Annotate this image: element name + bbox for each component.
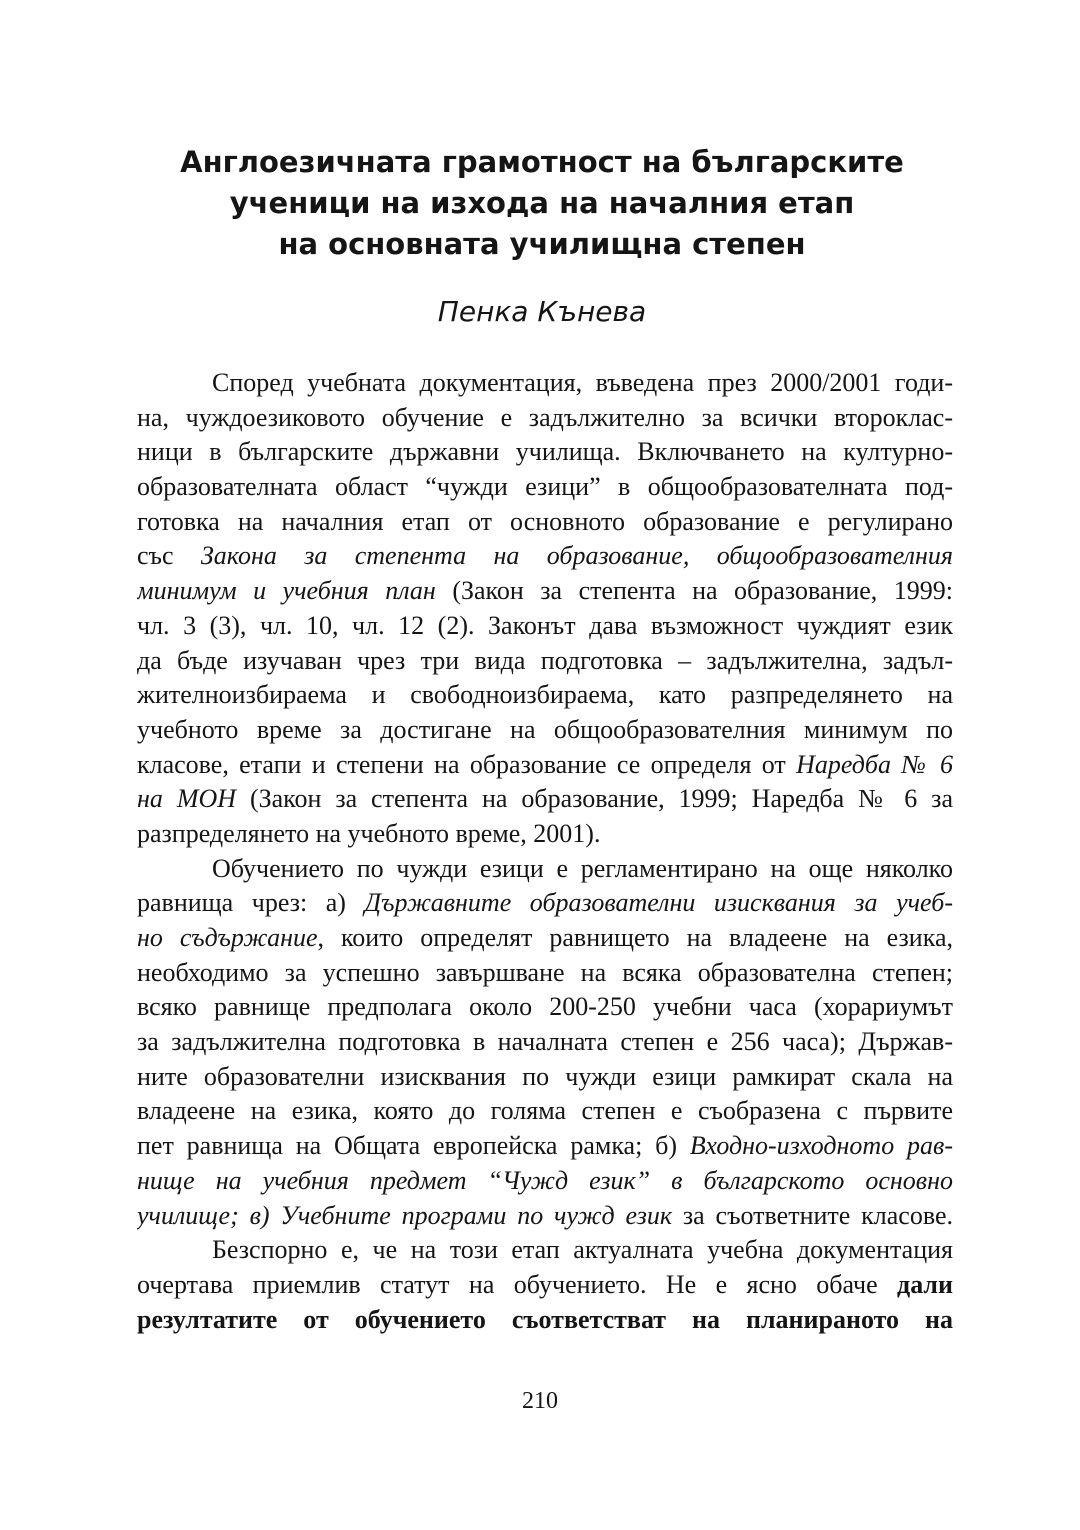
text-line: готовка на началния етап от основното образование е регулирано [137, 506, 953, 536]
text-run: за съответните класове. [672, 1200, 953, 1230]
text-line: разпределянето на учебното време, 2001). [137, 818, 601, 848]
text-line [137, 574, 953, 609]
italic-law-title: минимум и учебния план [137, 576, 436, 606]
bold-emphasis: дали [897, 1269, 953, 1299]
page-number: 210 [522, 1388, 558, 1414]
text-line: Безспорно е, че на този етап актуалната учебна документация [212, 1235, 953, 1265]
text-line: чл. 3 (3), чл. 10, чл. 12 (2). Законът дава възможност чуждият език [137, 610, 953, 640]
text-line: резултатите от обучението съответстват на планираното на [137, 1304, 953, 1334]
title-line-1: Англоезичната грамотност на българските [180, 145, 904, 179]
title-line-3: на основната училищна степен [278, 227, 806, 261]
text-run: очертава приемлив статут на обучението. Не е ясно обаче [137, 1269, 898, 1299]
article-body [137, 366, 953, 1337]
italic-regulation: на МОН [137, 784, 237, 814]
text-line: Обучението по чужди езици е регламентирано на още няколко [212, 853, 953, 883]
text-line: нище на учебния предмет “Чужд език” в българското основно [137, 1165, 953, 1195]
italic-requirements: но съдържание [137, 923, 318, 952]
paragraph-1 [137, 366, 953, 852]
text-line [137, 1199, 953, 1234]
text-run: (Закон за степента на образование, 1999: [435, 576, 953, 606]
text-line [137, 1129, 953, 1164]
author-name: Пенка Кънева [437, 295, 647, 328]
text-line: владеене на езика, която до голяма степен е съобразена с първите [137, 1096, 953, 1126]
text-line: на, чуждоезиковото обучение е задължително за всички второклас- [137, 402, 953, 432]
text-line: необходимо за успешно завършване на всяка образователна степен; [137, 957, 953, 987]
italic-law-title: Закона за степента на образование, общообразователния [200, 541, 953, 571]
text-run: класове, етапи и степени на образование се определя от [137, 749, 797, 779]
text-run: със [137, 541, 201, 571]
text-line: жителноизбираема и свободноизбираема, като разпределянето на [137, 680, 953, 710]
paragraph-3 [137, 1233, 953, 1337]
paragraph-2 [137, 852, 953, 1234]
title-line-2: ученици на изхода на началния етап [229, 186, 855, 220]
text-line [137, 748, 953, 783]
text-line: ници в българските държавни училища. Включването на културно- [137, 437, 953, 467]
text-line [137, 921, 953, 956]
article-title [130, 142, 954, 265]
text-line [137, 782, 953, 817]
text-line: за задължителна подготовка в началната степен е 256 часа); Държав- [137, 1027, 953, 1057]
italic-programs: училище; в) Учебните програми по чужд език [137, 1200, 673, 1230]
text-line: всяко равнище предполага около 200-250 учебни часа (хорариумът [137, 992, 953, 1022]
text-run: пет равнища на Общата европейска рамка; б) [137, 1131, 690, 1161]
text-line: образователната област “чужди езици” в общообразователната под- [137, 472, 953, 502]
italic-level: Входно-изходното рав- [689, 1131, 953, 1161]
text-run: , които определят равнището на владеене на езика, [317, 923, 953, 952]
text-line [137, 539, 953, 574]
text-line [137, 886, 953, 921]
text-line: да бъде изучаван чрез три вида подготовка – задължителна, задъл- [137, 645, 953, 675]
text-run: равнища чрез: а) [137, 888, 365, 918]
text-run: (Закон за степента на образование, 1999; Наредба № 6 за [236, 784, 953, 814]
text-line: ните образователни изисквания по чужди езици рамкират скала на [137, 1061, 953, 1091]
text-line [137, 1268, 953, 1303]
text-line: Според учебната документация, въведена през 2000/2001 годи- [212, 368, 953, 397]
italic-regulation: Наредба № 6 [796, 749, 953, 779]
text-line: учебното време за достигане на общообразователния минимум по [137, 714, 953, 744]
italic-requirements: Държавните образователни изисквания за учеб- [364, 888, 953, 918]
